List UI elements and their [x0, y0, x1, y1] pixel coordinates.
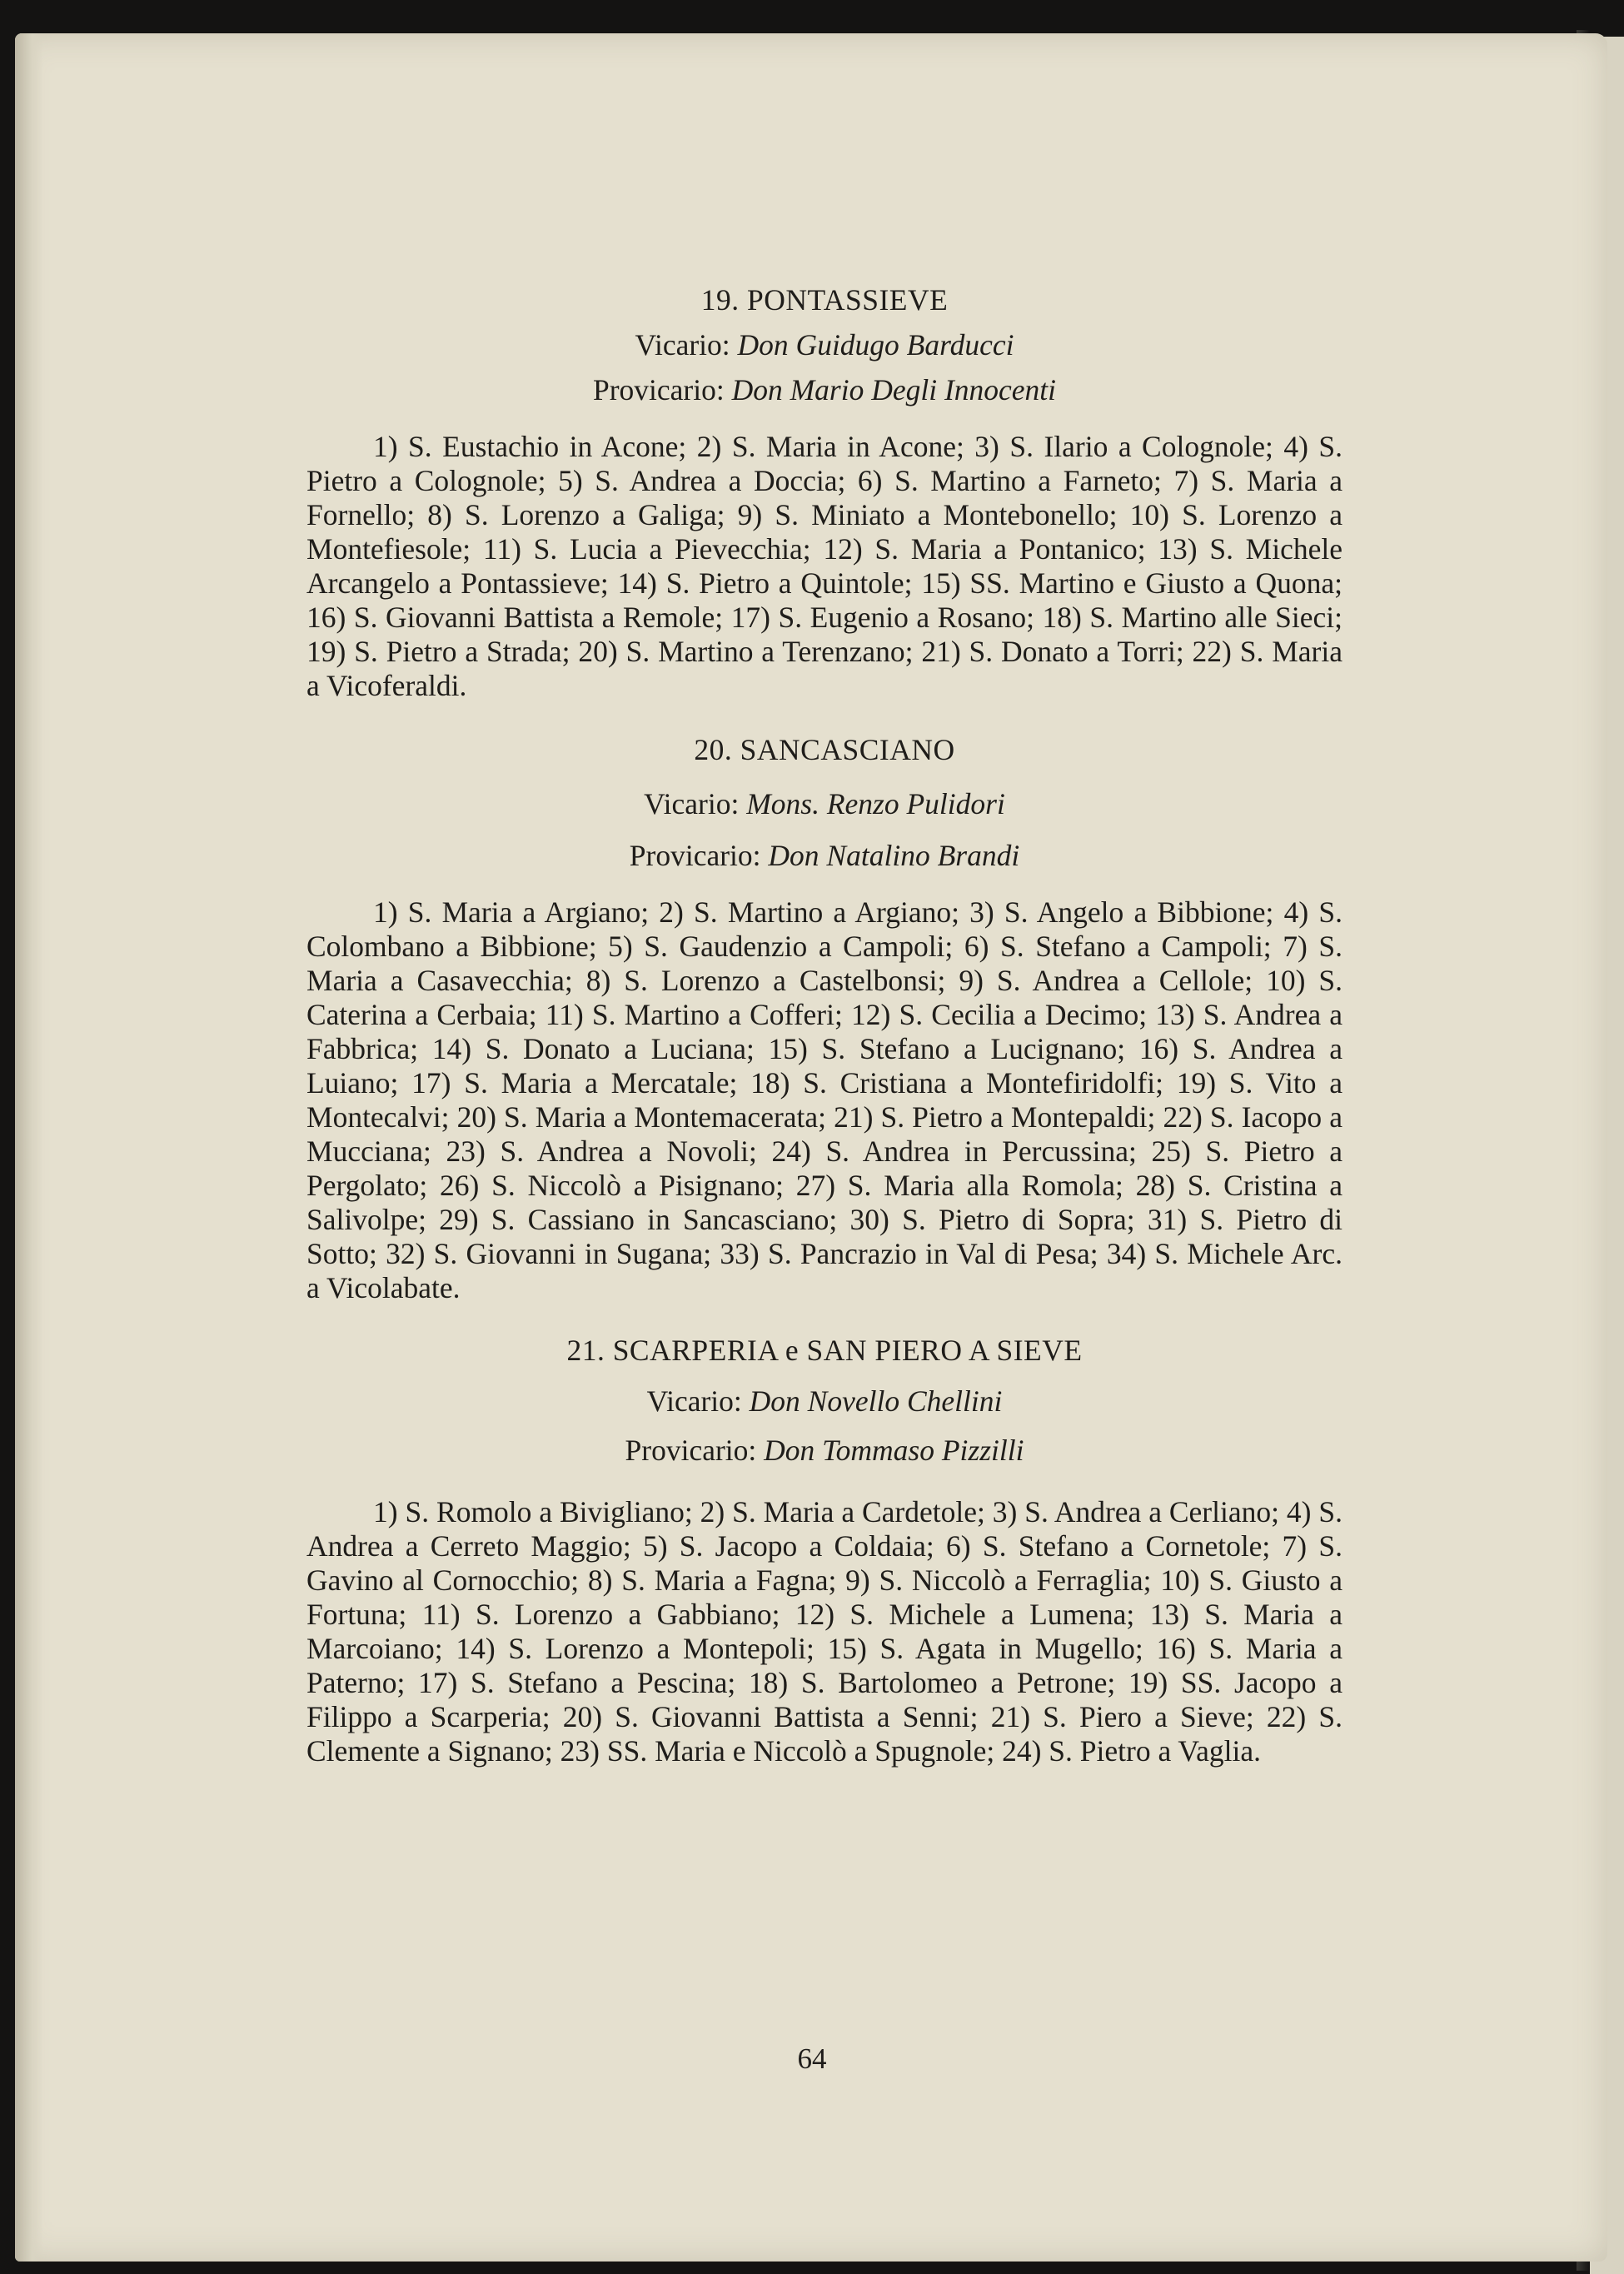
vicario-name: Don Guidugo Barducci: [737, 328, 1014, 362]
page-left-edge: [15, 33, 43, 2262]
provicario-label: Provicario:: [629, 839, 761, 872]
parish-list: 1) S. Romolo a Bivigliano; 2) S. Maria a Cardetole; 3) S. Andrea a Cerliano; 4) S. Andrea a Cerreto Maggio; 5) S. Jacopo a Coldaia; 6) S. Stefano a Cornetole; 7) S. Gavino al Cornocchio; 8) S. Maria a Fagna; 9) S. Niccolò a Ferraglia; 10) S. Giusto a Fortuna; 11) S. Lorenzo a Gabbiano; 12) S. Michele a Lumena; 13) S. Maria a Marcoiano; 14) S. Lorenzo a Montepoli; 15) S. Agata in Mugello; 16) S. Maria a Paterno; 17) S. Stefano a Pescina; 18) S. Bartolomeo a Petrone; 19) SS. Jacopo a Filippo a Scarperia; 20) S. Giovanni Battista a Senni; 21) S. Piero a Sieve; 22) S. Clemente a Signano; 23) SS. Maria e Niccolò a Spugnole; 24) S. Pietro a Vaglia.: [306, 1495, 1343, 1768]
page-content: [306, 283, 1343, 1768]
provicario-label: Provicario:: [592, 373, 725, 406]
section-scarperia: [306, 1334, 1343, 1768]
section-heading: 20. SANCASCIANO: [694, 733, 955, 766]
parish-list: 1) S. Maria a Argiano; 2) S. Martino a Argiano; 3) S. Angelo a Bibbione; 4) S. Colombano a Bibbione; 5) S. Gaudenzio a Campoli; 6) S. Stefano a Campoli; 7) S. Maria a Casavecchia; 8) S. Lorenzo a Castelbonsi; 9) S. Andrea a Cellole; 10) S. Caterina a Cerbaia; 11) S. Martino a Cofferi; 12) S. Cecilia a Decimo; 13) S. Andrea a Fabbrica; 14) S. Donato a Luciana; 15) S. Stefano a Lucignano; 16) S. Andrea a Luiano; 17) S. Maria a Mercatale; 18) S. Cristiana a Montefiridolfi; 19) S. Vito a Montecalvi; 20) S. Maria a Montemacerata; 21) S. Pietro a Montepaldi; 22) S. Iacopo a Mucciana; 23) S. Andrea a Novoli; 24) S. Andrea in Percussina; 25) S. Pietro a Pergolato; 26) S. Niccolò a Pisignano; 27) S. Maria alla Romola; 28) S. Cristina a Salivolpe; 29) S. Cassiano in Sancasciano; 30) S. Pietro di Sopra; 31) S. Pietro di Sotto; 32) S. Giovanni in Sugana; 33) S. Pancrazio in Val di Pesa; 34) S. Michele Arc. a Vicolabate.: [306, 895, 1343, 1304]
provicario-name: Don Natalino Brandi: [768, 839, 1020, 872]
vicario-label: Vicario:: [646, 1384, 742, 1418]
vicario-line: [306, 787, 1343, 821]
vicario-label: Vicario:: [635, 328, 730, 362]
vicario-line: [306, 1384, 1343, 1419]
vicario-label: Vicario:: [644, 787, 740, 820]
section-heading: 21. SCARPERIA e SAN PIERO A SIEVE: [566, 1334, 1083, 1367]
section-sancasciano: [306, 733, 1343, 1305]
page-number: 64: [797, 2042, 827, 2075]
vicario-name: Mons. Renzo Pulidori: [746, 787, 1005, 820]
section-pontassieve: [306, 283, 1343, 703]
vicario-name: Don Novello Chellini: [749, 1384, 1003, 1418]
provicario-name: Don Tommaso Pizzilli: [764, 1434, 1024, 1467]
section-heading: 19. PONTASSIEVE: [700, 283, 949, 317]
provicario-label: Provicario:: [625, 1434, 757, 1467]
parish-list: 1) S. Eustachio in Acone; 2) S. Maria in Acone; 3) S. Ilario a Colognole; 4) S. Pietro a Colognole; 5) S. Andrea a Doccia; 6) S. Martino a Farneto; 7) S. Maria a Fornello; 8) S. Lorenzo a Galiga; 9) S. Miniato a Montebonello; 10) S. Lorenzo a Montefiesole; 11) S. Lucia a Pievecchia; 12) S. Maria a Pontanico; 13) S. Michele Arcangelo a Pontassieve; 14) S. Pietro a Quintole; 15) SS. Martino e Giusto a Quona; 16) S. Giovanni Battista a Remole; 17) S. Eugenio a Rosano; 18) S. Martino alle Sieci; 19) S. Pietro a Strada; 20) S. Martino a Terenzano; 21) S. Donato a Torri; 22) S. Maria a Vicoferaldi.: [306, 430, 1343, 702]
provicario-line: [306, 839, 1343, 873]
provicario-name: Don Mario Degli Innocenti: [731, 373, 1057, 406]
provicario-line: [306, 373, 1343, 407]
provicario-line: [306, 1434, 1343, 1468]
vicario-line: [306, 328, 1343, 362]
